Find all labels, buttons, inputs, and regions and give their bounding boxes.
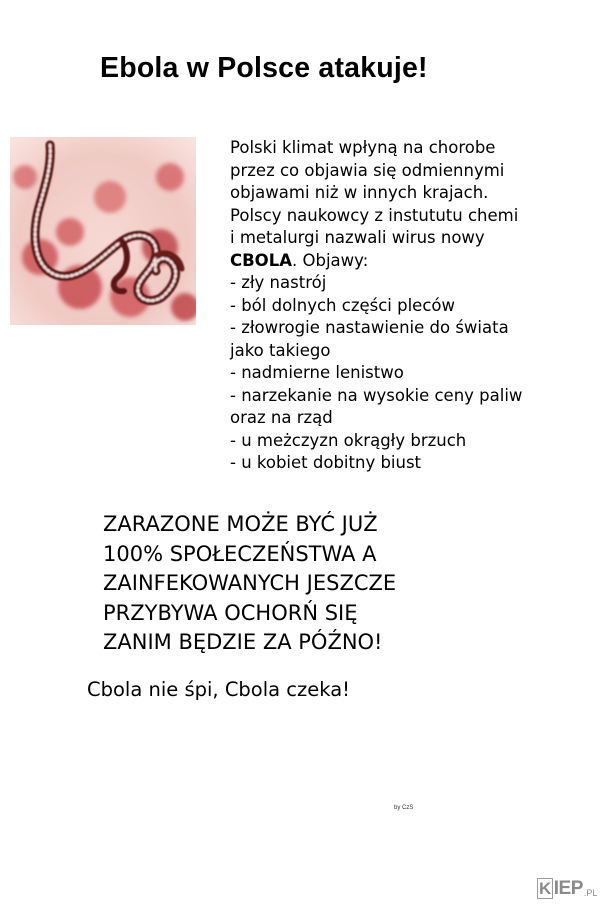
- symptom-item: - narzekanie na wysokie ceny paliw oraz na rząd: [230, 385, 523, 427]
- intro-text: Polski klimat wpłyną na chorobe przez co objawia się odmiennymi objawami niż w innych krajach. Polscy naukowcy z instututu chemi i metalurgi nazwali wirus nowy: [230, 138, 519, 247]
- watermark-k: K: [539, 879, 551, 898]
- author-credit: by CzS: [394, 805, 414, 811]
- intro-paragraph: [230, 137, 590, 272]
- warning-text: ZARAZONE MOŻE BYĆ JUŻ 100% SPOŁECZEŃSTWA A ZAINFEKOWANYCH JESZCZE PRZYBYWA OCHORŃ SIĘ ZANIM BĘDZIE ZA PÓŹNO!: [103, 512, 397, 654]
- site-watermark: [537, 879, 597, 899]
- intro-text-end: . Objawy:: [292, 250, 369, 270]
- symptom-item: - u meżczyzn okrągły brzuch: [230, 430, 467, 450]
- slogan: Cbola nie śpi, Cbola czeka!: [87, 678, 350, 701]
- symptom-item: - u kobiet dobitny biust: [230, 453, 422, 472]
- symptom-item: - ból dolnych części pleców: [230, 295, 455, 315]
- watermark-text: IEP: [553, 878, 583, 899]
- description: [230, 137, 590, 475]
- symptom-item: - złowrogie nastawienie do świata jako takiego: [230, 318, 509, 360]
- symptom-item: - nadmierne lenistwo: [230, 363, 404, 382]
- watermark-logo: [537, 879, 583, 899]
- symptoms-list: [230, 272, 590, 475]
- watermark-suffix: .PL: [583, 888, 598, 898]
- ebola-virus-image: [10, 137, 196, 325]
- symptom-item: - zły nastrój: [230, 273, 327, 292]
- virus-name: CBOLA: [230, 250, 292, 270]
- page-title: Ebola w Polsce atakuje!: [100, 52, 428, 84]
